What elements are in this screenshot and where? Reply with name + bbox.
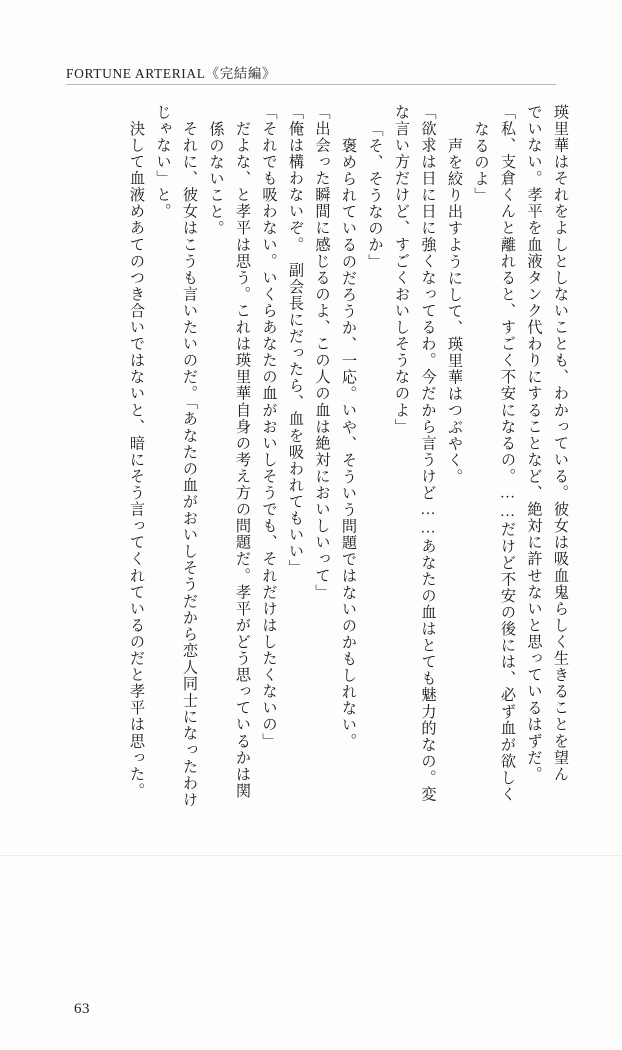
- text-column: 声を絞り出すようにして、瑛里華はつぶやく。: [446, 121, 463, 486]
- text-column: 「それでも吸わない。いくらあなたの血がおいしそうでも、それだけはしたくないの」: [260, 104, 278, 750]
- text-column: 決して血液めあてのつき合いではないと、暗にそう言ってくれているのだと孝平は思った。: [128, 104, 145, 800]
- text-column: じゃない」と。: [154, 104, 172, 220]
- text-column: なるのよ」: [472, 121, 490, 204]
- page-fold-line: [0, 855, 622, 856]
- text-column: 瑛里華はそれをよしとしないことも、わかっている。彼女は吸血鬼らしく生きることを望ん: [552, 104, 569, 783]
- text-column: それに、彼女はこうも言いたいのだ。「あなたの血がおいしそうだから恋人同士になったわけ: [181, 104, 198, 809]
- text-column: な言い方だけど、すごくおいしそうなのよ」: [393, 104, 410, 435]
- text-column: 「そ、そうなのか」: [366, 121, 384, 270]
- text-column: 褒められているのだろうか、一応。いや、そういう問題ではないのかもしれない。: [340, 121, 357, 750]
- vertical-text-body: [60, 104, 568, 956]
- text-column: でいない。孝平を血液タンク代わりにすることなど、絶対に許せないと思っているはずだ。: [525, 104, 543, 783]
- text-column: だよな、と孝平は思う。これは瑛里華自身の考え方の問題だ。孝平がどう思っているかは関: [234, 104, 251, 800]
- text-column: 「出会った瞬間に感じるのよ、この人の血は絶対においしいって」: [313, 104, 331, 601]
- running-head: [66, 62, 556, 85]
- running-head-title-jp: 《完結編》: [205, 66, 277, 81]
- text-column: 係のないこと。: [207, 121, 225, 237]
- text-column: 「欲求は日に日に強くなってるわ。今だから言うけど……あなたの血はとても魅力的なの。変: [419, 104, 437, 803]
- text-column: 「私、支倉くんと離れると、すごく不安になるの。……だけど不安の後には、必ず血が欲しく: [499, 104, 516, 803]
- running-head-title-en: FORTUNE ARTERIAL: [66, 66, 206, 81]
- page-number: 63: [74, 1001, 90, 1017]
- text-column: 「俺は構わないぞ。 副会長にだったら、血を吸われてもいい」: [287, 104, 304, 577]
